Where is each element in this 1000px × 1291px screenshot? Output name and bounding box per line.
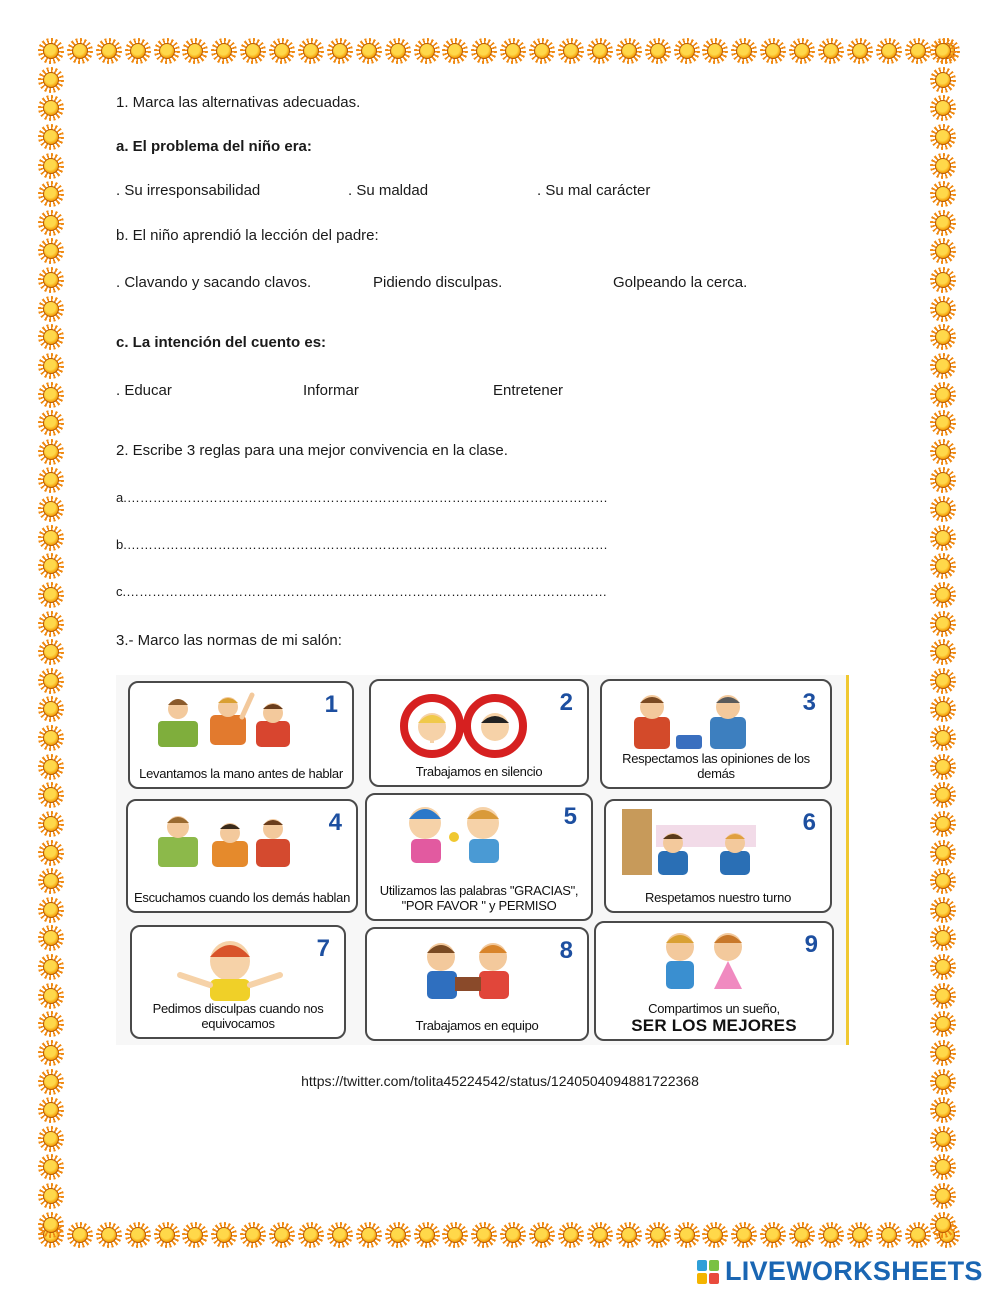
sun-border-icon	[731, 1222, 757, 1248]
sun-border-icon	[930, 925, 956, 951]
sun-border-icon	[930, 954, 956, 980]
sun-border-icon	[930, 754, 956, 780]
raising-hand-children-illustration	[148, 691, 298, 753]
polite-words-children-illustration	[389, 801, 529, 867]
talking-children-illustration	[624, 687, 764, 755]
sun-border-icon	[67, 38, 93, 64]
rule-number-8: 8	[559, 937, 573, 964]
rule-caption-4: Escuchamos cuando los demás hablan	[134, 890, 350, 905]
sun-border-icon	[789, 1222, 815, 1248]
rule-caption-9	[600, 1001, 828, 1033]
sun-border-icon	[847, 38, 873, 64]
sun-border-icon	[471, 38, 497, 64]
sun-border-icon	[38, 153, 64, 179]
sun-border-icon	[930, 496, 956, 522]
sun-border-icon	[930, 868, 956, 894]
sun-border-icon	[67, 1222, 93, 1248]
sun-border-icon	[930, 1040, 956, 1066]
sun-border-icon	[38, 840, 64, 866]
top-sun-border	[38, 38, 960, 66]
q1b-option-2[interactable]: Pidiendo disculpas.	[373, 274, 503, 291]
sun-border-icon	[240, 1222, 266, 1248]
sun-border-icon	[876, 38, 902, 64]
liveworksheets-logo-icon	[697, 1260, 719, 1284]
sun-border-icon	[558, 38, 584, 64]
sun-border-icon	[414, 38, 440, 64]
sun-border-icon	[930, 840, 956, 866]
rule-caption-9-line-1: Compartimos un sueño,	[648, 1001, 780, 1016]
rule-card-9[interactable]	[594, 921, 834, 1041]
sun-border-icon	[125, 1222, 151, 1248]
sun-border-icon	[38, 267, 64, 293]
rule-caption-1: Levantamos la mano antes de hablar	[139, 766, 343, 781]
sun-border-icon	[182, 38, 208, 64]
rule-caption-5: Utilizamos las palabras "GRACIAS", "POR FAVOR " y PERMISO	[379, 883, 579, 913]
sun-border-icon	[930, 382, 956, 408]
sun-border-icon	[645, 1222, 671, 1248]
sun-border-icon	[38, 897, 64, 923]
sun-border-icon	[38, 353, 64, 379]
sharing-dream-children-illustration	[636, 929, 776, 991]
sun-border-icon	[38, 811, 64, 837]
q1c-option-3[interactable]: Entretener	[493, 382, 564, 399]
sun-border-icon	[760, 38, 786, 64]
sun-border-icon	[645, 38, 671, 64]
sun-border-icon	[38, 582, 64, 608]
sun-border-icon	[930, 611, 956, 637]
rule-number-6: 6	[802, 809, 816, 836]
sun-border-icon	[38, 1040, 64, 1066]
classroom-rules-image	[116, 675, 846, 1045]
sun-border-icon	[930, 439, 956, 465]
sun-border-icon	[182, 1222, 208, 1248]
apologizing-child-illustration	[160, 935, 300, 1001]
rule-caption-2: Trabajamos en silencio	[415, 764, 543, 779]
q2-answer-line-c[interactable]: c.…………………………………………………………………………………………………	[116, 584, 608, 599]
sun-border-icon	[702, 38, 728, 64]
sun-border-icon	[930, 95, 956, 121]
sun-border-icon	[38, 1097, 64, 1123]
sun-border-icon	[930, 1183, 956, 1209]
sun-border-icon	[930, 525, 956, 551]
sun-border-icon	[930, 1154, 956, 1180]
rule-card-7[interactable]	[130, 925, 346, 1039]
sun-border-icon	[38, 67, 64, 93]
sun-border-icon	[818, 1222, 844, 1248]
rule-number-9: 9	[804, 931, 818, 958]
sun-border-icon	[674, 38, 700, 64]
sun-border-icon	[38, 38, 64, 64]
liveworksheets-logo[interactable]	[697, 1256, 983, 1287]
sun-border-icon	[38, 954, 64, 980]
sun-border-icon	[500, 38, 526, 64]
sun-border-icon	[930, 296, 956, 322]
rule-card-2[interactable]	[369, 679, 589, 787]
image-edge-strip	[846, 675, 849, 1045]
sun-border-icon	[38, 925, 64, 951]
liveworksheets-wordmark: LIVEWORKSHEETS	[725, 1256, 983, 1286]
sun-border-icon	[930, 696, 956, 722]
sun-border-icon	[674, 1222, 700, 1248]
rule-card-1[interactable]	[128, 681, 354, 789]
sun-border-icon	[414, 1222, 440, 1248]
sun-border-icon	[38, 1212, 64, 1238]
sun-border-icon	[930, 1097, 956, 1123]
q1b-option-3[interactable]: Golpeando la cerca.	[613, 274, 748, 291]
rule-number-2: 2	[559, 689, 573, 716]
sun-border-icon	[905, 38, 931, 64]
sun-border-icon	[327, 38, 353, 64]
q2-answer-line-a[interactable]: a.…………………………………………………………………………………………………	[116, 490, 608, 505]
sun-border-icon	[930, 897, 956, 923]
sun-border-icon	[385, 38, 411, 64]
q2-heading: 2. Escribe 3 reglas para una mejor convivencia en la clase.	[116, 442, 508, 459]
rule-caption-6: Respetamos nuestro turno	[645, 890, 791, 905]
sun-border-icon	[930, 38, 956, 64]
q1a-prompt: a. El problema del niño era:	[116, 138, 312, 155]
rule-caption-8: Trabajamos en equipo	[415, 1018, 539, 1033]
teamwork-children-illustration	[403, 937, 533, 1003]
sun-border-icon	[38, 754, 64, 780]
sun-border-icon	[789, 38, 815, 64]
sun-border-icon	[356, 38, 382, 64]
sun-border-icon	[38, 238, 64, 264]
sun-border-icon	[930, 668, 956, 694]
sun-border-icon	[930, 553, 956, 579]
left-sun-border	[38, 38, 66, 1238]
sun-border-icon	[930, 210, 956, 236]
sun-border-icon	[930, 782, 956, 808]
sun-border-icon	[930, 1011, 956, 1037]
sun-border-icon	[587, 1222, 613, 1248]
listening-children-illustration	[150, 809, 300, 873]
q1c-option-2[interactable]: Informar	[303, 382, 359, 399]
sun-border-icon	[731, 38, 757, 64]
q1a-option-3[interactable]: . Su mal carácter	[537, 182, 651, 199]
sun-border-icon	[38, 95, 64, 121]
sun-border-icon	[38, 611, 64, 637]
sun-border-icon	[125, 38, 151, 64]
sun-border-icon	[616, 1222, 642, 1248]
rule-caption-9-line-2: SER LOS MEJORES	[631, 1016, 797, 1035]
sun-border-icon	[930, 124, 956, 150]
sun-border-icon	[876, 1222, 902, 1248]
sun-border-icon	[558, 1222, 584, 1248]
sun-border-icon	[930, 983, 956, 1009]
q1a-option-2[interactable]: . Su maldad	[348, 182, 429, 199]
sun-border-icon	[327, 1222, 353, 1248]
sun-border-icon	[930, 725, 956, 751]
rule-number-3: 3	[802, 689, 816, 716]
sun-border-icon	[38, 553, 64, 579]
sun-border-icon	[847, 1222, 873, 1248]
sun-border-icon	[930, 639, 956, 665]
rule-card-5[interactable]	[365, 793, 593, 921]
q1c-option-1[interactable]: . Educar	[116, 382, 172, 399]
sun-border-icon	[760, 1222, 786, 1248]
sun-border-icon	[930, 811, 956, 837]
sun-border-icon	[38, 181, 64, 207]
rule-number-5: 5	[563, 803, 577, 830]
sun-border-icon	[154, 1222, 180, 1248]
sun-border-icon	[38, 124, 64, 150]
right-sun-border	[930, 38, 958, 1238]
rule-number-1: 1	[324, 691, 338, 718]
q1b-option-1[interactable]: . Clavando y sacando clavos.	[116, 274, 312, 291]
q2-answer-line-b[interactable]: b.…………………………………………………………………………………………………	[116, 537, 608, 552]
sun-border-icon	[930, 410, 956, 436]
sun-border-icon	[96, 38, 122, 64]
sun-border-icon	[38, 1126, 64, 1152]
sun-border-icon	[38, 725, 64, 751]
sun-border-icon	[38, 210, 64, 236]
sun-border-icon	[38, 1011, 64, 1037]
sun-border-icon	[269, 38, 295, 64]
sun-border-icon	[930, 1212, 956, 1238]
rule-card-6[interactable]	[604, 799, 832, 913]
sun-border-icon	[38, 410, 64, 436]
sun-border-icon	[385, 1222, 411, 1248]
sun-border-icon	[529, 38, 555, 64]
sun-border-icon	[930, 1126, 956, 1152]
sun-border-icon	[529, 1222, 555, 1248]
sun-border-icon	[930, 238, 956, 264]
sun-border-icon	[587, 38, 613, 64]
sun-border-icon	[930, 353, 956, 379]
sun-border-icon	[38, 983, 64, 1009]
sun-border-icon	[38, 782, 64, 808]
sun-border-icon	[298, 38, 324, 64]
sun-border-icon	[500, 1222, 526, 1248]
sun-border-icon	[38, 439, 64, 465]
sun-border-icon	[38, 382, 64, 408]
sun-border-icon	[616, 38, 642, 64]
sun-border-icon	[38, 1154, 64, 1180]
rule-number-7: 7	[316, 935, 330, 962]
sun-border-icon	[38, 639, 64, 665]
sun-border-icon	[38, 696, 64, 722]
sun-border-icon	[442, 1222, 468, 1248]
sun-border-icon	[38, 467, 64, 493]
sun-border-icon	[38, 496, 64, 522]
sun-border-icon	[930, 181, 956, 207]
waiting-in-line-illustration	[620, 807, 770, 877]
sun-border-icon	[240, 38, 266, 64]
rule-card-8[interactable]	[365, 927, 589, 1041]
sun-border-icon	[702, 1222, 728, 1248]
sun-border-icon	[930, 582, 956, 608]
sun-border-icon	[269, 1222, 295, 1248]
rule-card-3[interactable]	[600, 679, 832, 789]
sun-border-icon	[38, 324, 64, 350]
sun-border-icon	[298, 1222, 324, 1248]
q1a-option-1[interactable]: . Su irresponsabilidad	[116, 182, 261, 199]
sun-border-icon	[930, 153, 956, 179]
sun-border-icon	[930, 467, 956, 493]
sun-border-icon	[38, 296, 64, 322]
silence-children-illustration	[399, 693, 529, 759]
sun-border-icon	[471, 1222, 497, 1248]
q1b-prompt: b. El niño aprendió la lección del padre:	[116, 227, 379, 244]
rule-caption-7: Pedimos disculpas cuando nos equivocamos	[152, 1001, 324, 1031]
sun-border-icon	[930, 67, 956, 93]
q1-heading: 1. Marca las alternativas adecuadas.	[116, 94, 361, 111]
sun-border-icon	[930, 324, 956, 350]
sun-border-icon	[38, 668, 64, 694]
rule-caption-3: Respectamos las opiniones de los demás	[622, 751, 810, 781]
sun-border-icon	[96, 1222, 122, 1248]
q1c-prompt: c. La intención del cuento es:	[116, 334, 327, 351]
sun-border-icon	[38, 868, 64, 894]
sun-border-icon	[442, 38, 468, 64]
sun-border-icon	[818, 38, 844, 64]
image-source-url[interactable]: https://twitter.com/tolita45224542/status/1240504094881722368	[301, 1073, 699, 1089]
rule-card-4[interactable]	[126, 799, 358, 913]
sun-border-icon	[154, 38, 180, 64]
bottom-sun-border	[38, 1222, 960, 1250]
sun-border-icon	[905, 1222, 931, 1248]
sun-border-icon	[930, 267, 956, 293]
rule-number-4: 4	[328, 809, 342, 836]
q3-heading: 3.- Marco las normas de mi salón:	[116, 632, 342, 649]
sun-border-icon	[356, 1222, 382, 1248]
sun-border-icon	[211, 1222, 237, 1248]
sun-border-icon	[211, 38, 237, 64]
sun-border-icon	[38, 1183, 64, 1209]
sun-border-icon	[38, 525, 64, 551]
